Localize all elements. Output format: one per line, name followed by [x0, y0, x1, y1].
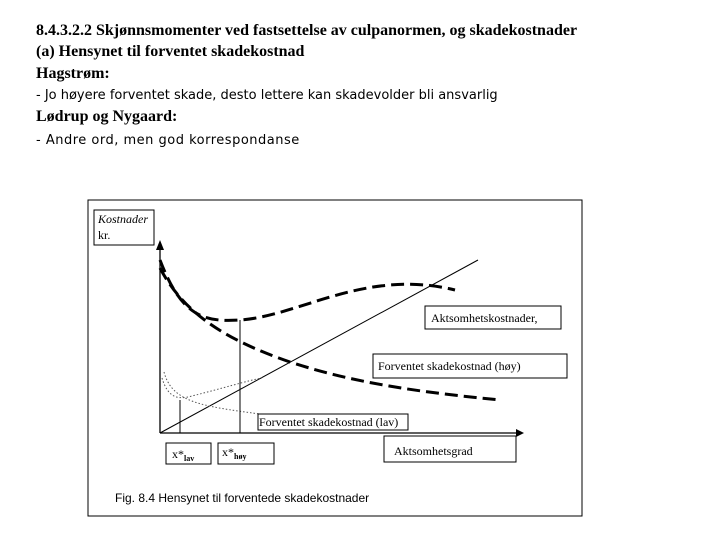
care-cost-label: Aktsomhetskostnader, [431, 311, 538, 325]
author-text-lodrup-nygaard: - Andre ord, men god korrespondanse [36, 133, 300, 148]
y-axis-label-costs: Kostnader [98, 212, 149, 226]
x-low-label-base: x* [172, 447, 184, 461]
y-axis-label-unit: kr. [98, 228, 111, 242]
section-title: 8.4.3.2.2 Skjønnsmomenter ved fastsettelse av culpanormen, og skadekostnader [36, 22, 578, 39]
expected-low-label: Forventet skadekostnad (lav) [259, 415, 399, 429]
x-axis-label: Aktsomhetsgrad [394, 444, 473, 458]
author-heading-lodrup-nygaard: Lødrup og Nygaard: [36, 108, 178, 125]
x-high-label-sub: høy [234, 452, 247, 461]
x-low-label-sub: lav [184, 454, 195, 463]
subsection-title: (a) Hensynet til forventet skadekostnad [36, 43, 305, 60]
author-heading-hagstrom: Hagstrøm: [36, 65, 110, 82]
x-high-label-base: x* [222, 445, 234, 459]
figure-caption: Fig. 8.4 Hensynet til forventede skadekostnader [115, 491, 370, 505]
expected-high-label: Forventet skadekostnad (høy) [378, 359, 521, 373]
author-text-hagstrom: - Jo høyere forventet skade, desto lettere kan skadevolder bli ansvarlig [36, 88, 498, 103]
